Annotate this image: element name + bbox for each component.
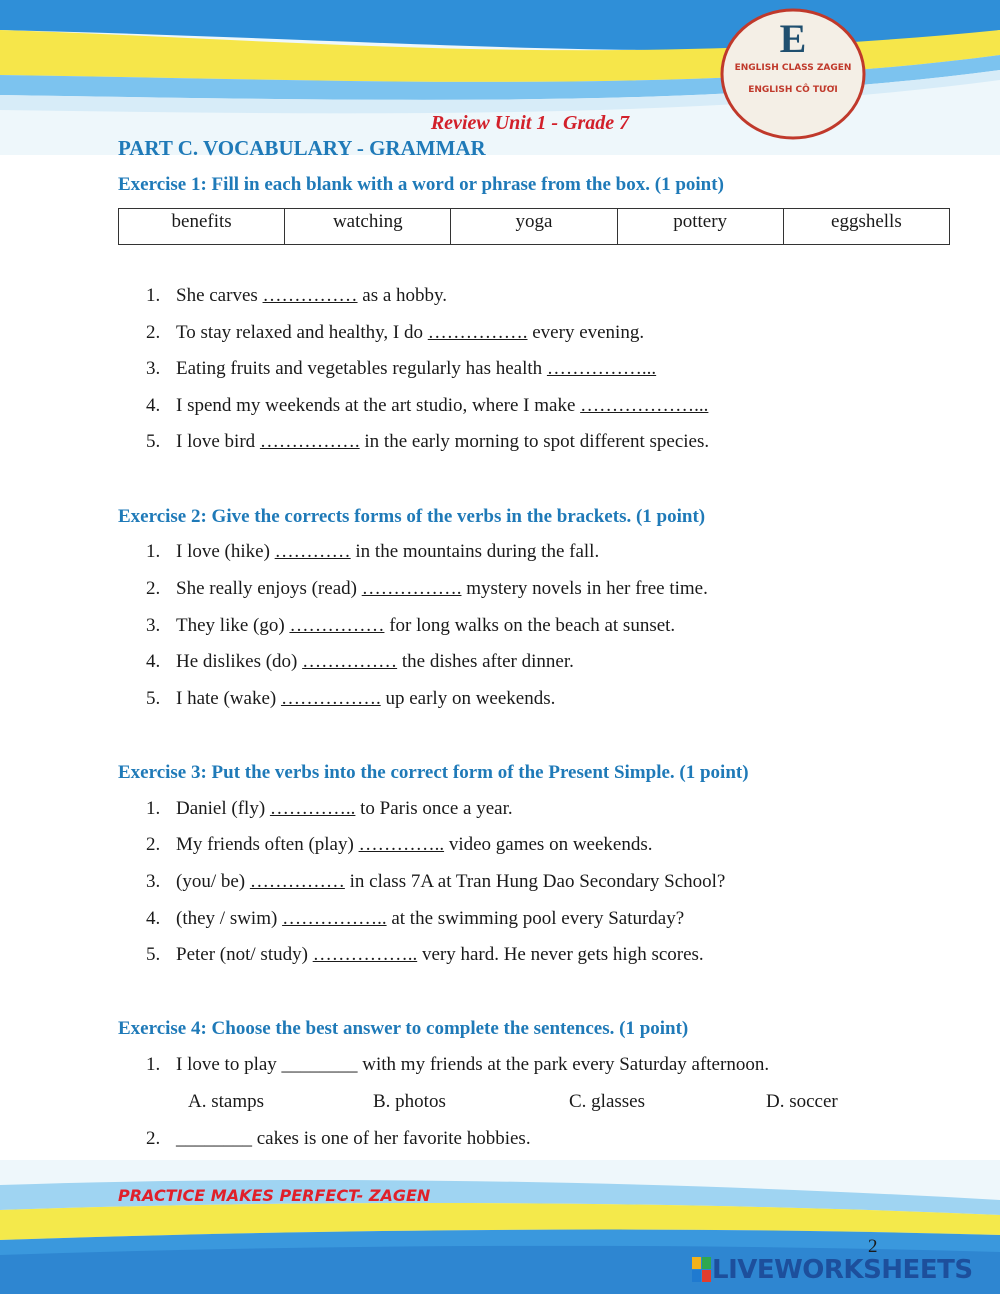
logo-letter: E [779, 16, 807, 61]
answer-blank[interactable]: ………….. [358, 834, 445, 855]
exercise2-question: 1. I love (hike) ………… in the mountains during the fall. [146, 541, 600, 562]
word-box [118, 208, 950, 245]
answer-blank[interactable]: …………… [302, 651, 398, 672]
word-box-cell: yoga [451, 209, 617, 245]
answer-blank[interactable]: ……………. [280, 688, 381, 709]
option-a[interactable]: A. stamps [188, 1091, 264, 1112]
option-c[interactable]: C. glasses [569, 1091, 645, 1112]
exercise3-question: 2. My friends often (play) ………….. video games on weekends. [146, 834, 653, 855]
word-box-cell: watching [285, 209, 451, 245]
option-d[interactable]: D. soccer [766, 1091, 838, 1112]
answer-blank[interactable]: ……………... [546, 358, 657, 379]
exercise1-question: 5. I love bird ……………. in the early morning to spot different species. [146, 431, 710, 452]
exercise2-title: Exercise 2: Give the corrects forms of the verbs in the brackets. (1 point) [118, 506, 706, 527]
exercise3-question: 5. Peter (not/ study) …………….. very hard. He never gets high scores. [146, 944, 704, 965]
exercise4-title: Exercise 4: Choose the best answer to complete the sentences. (1 point) [118, 1018, 689, 1039]
answer-blank[interactable]: ………… [274, 541, 351, 562]
exercise2-question: 4. He dislikes (do) …………… the dishes after dinner. [146, 651, 574, 672]
exercise4-question: 1. I love to play ________ with my friends at the park every Saturday afternoon. [146, 1054, 770, 1075]
exercise3-question: 3. (you/ be) …………… in class 7A at Tran Hung Dao Secondary School? [146, 871, 726, 892]
liveworksheets-logo[interactable] [692, 1254, 973, 1286]
answer-blank[interactable]: …………… [262, 285, 358, 306]
footer-slogan: PRACTICE MAKES PERFECT- ZAGEN [118, 1186, 431, 1205]
word-box-cell: benefits [119, 209, 285, 245]
option-b[interactable]: B. photos [373, 1091, 446, 1112]
answer-blank[interactable]: …………… [289, 615, 385, 636]
exercise2-question: 5. I hate (wake) ……………. up early on weekends. [146, 688, 556, 709]
answer-blank[interactable]: …………….. [282, 908, 387, 929]
liveworksheets-text: LIVEWORKSHEETS [712, 1255, 973, 1285]
logo-top-text: ENGLISH CLASS ZAGEN [734, 63, 852, 73]
exercise1-question: 1. She carves …………… as a hobby. [146, 285, 448, 306]
logo-bottom-text: ENGLISH CÔ TƯƠI [748, 85, 838, 95]
part-title: PART C. VOCABULARY - GRAMMAR [118, 136, 486, 160]
answer-blank[interactable]: ……………. [427, 322, 528, 343]
exercise2-question: 3. They like (go) …………… for long walks on the beach at sunset. [146, 615, 676, 636]
answer-blank[interactable]: ……………. [259, 431, 360, 452]
answer-blank[interactable]: ……………. [361, 578, 462, 599]
exercise3-question: 4. (they / swim) …………….. at the swimming pool every Saturday? [146, 908, 685, 929]
exercise1-question: 3. Eating fruits and vegetables regularly has health ……………... [146, 358, 657, 379]
exercise3-question: 1. Daniel (fly) ………….. to Paris once a year. [146, 798, 513, 819]
exercise1-question: 2. To stay relaxed and healthy, I do ……………. every evening. [146, 322, 645, 343]
page-number: 2 [868, 1236, 878, 1257]
answer-blank[interactable]: ………….. [269, 798, 356, 819]
exercise3-title: Exercise 3: Put the verbs into the correct form of the Present Simple. (1 point) [118, 762, 749, 783]
answer-blank[interactable]: …………… [249, 871, 345, 892]
liveworksheets-blocks-icon [692, 1257, 712, 1283]
exercise2-question: 2. She really enjoys (read) ……………. mystery novels in her free time. [146, 578, 708, 599]
answer-blank[interactable]: ………………... [580, 395, 709, 416]
answer-blank[interactable]: …………….. [312, 944, 418, 965]
exercise4-question: 2. ________ cakes is one of her favorite hobbies. [146, 1128, 531, 1149]
review-title: Review Unit 1 - Grade 7 [430, 112, 630, 134]
exercise1-question: 4. I spend my weekends at the art studio, where I make ………………... [146, 395, 709, 416]
word-box-cell: pottery [617, 209, 783, 245]
exercise1-title: Exercise 1: Fill in each blank with a word or phrase from the box. (1 point) [118, 174, 724, 195]
word-box-cell: eggshells [783, 209, 949, 245]
